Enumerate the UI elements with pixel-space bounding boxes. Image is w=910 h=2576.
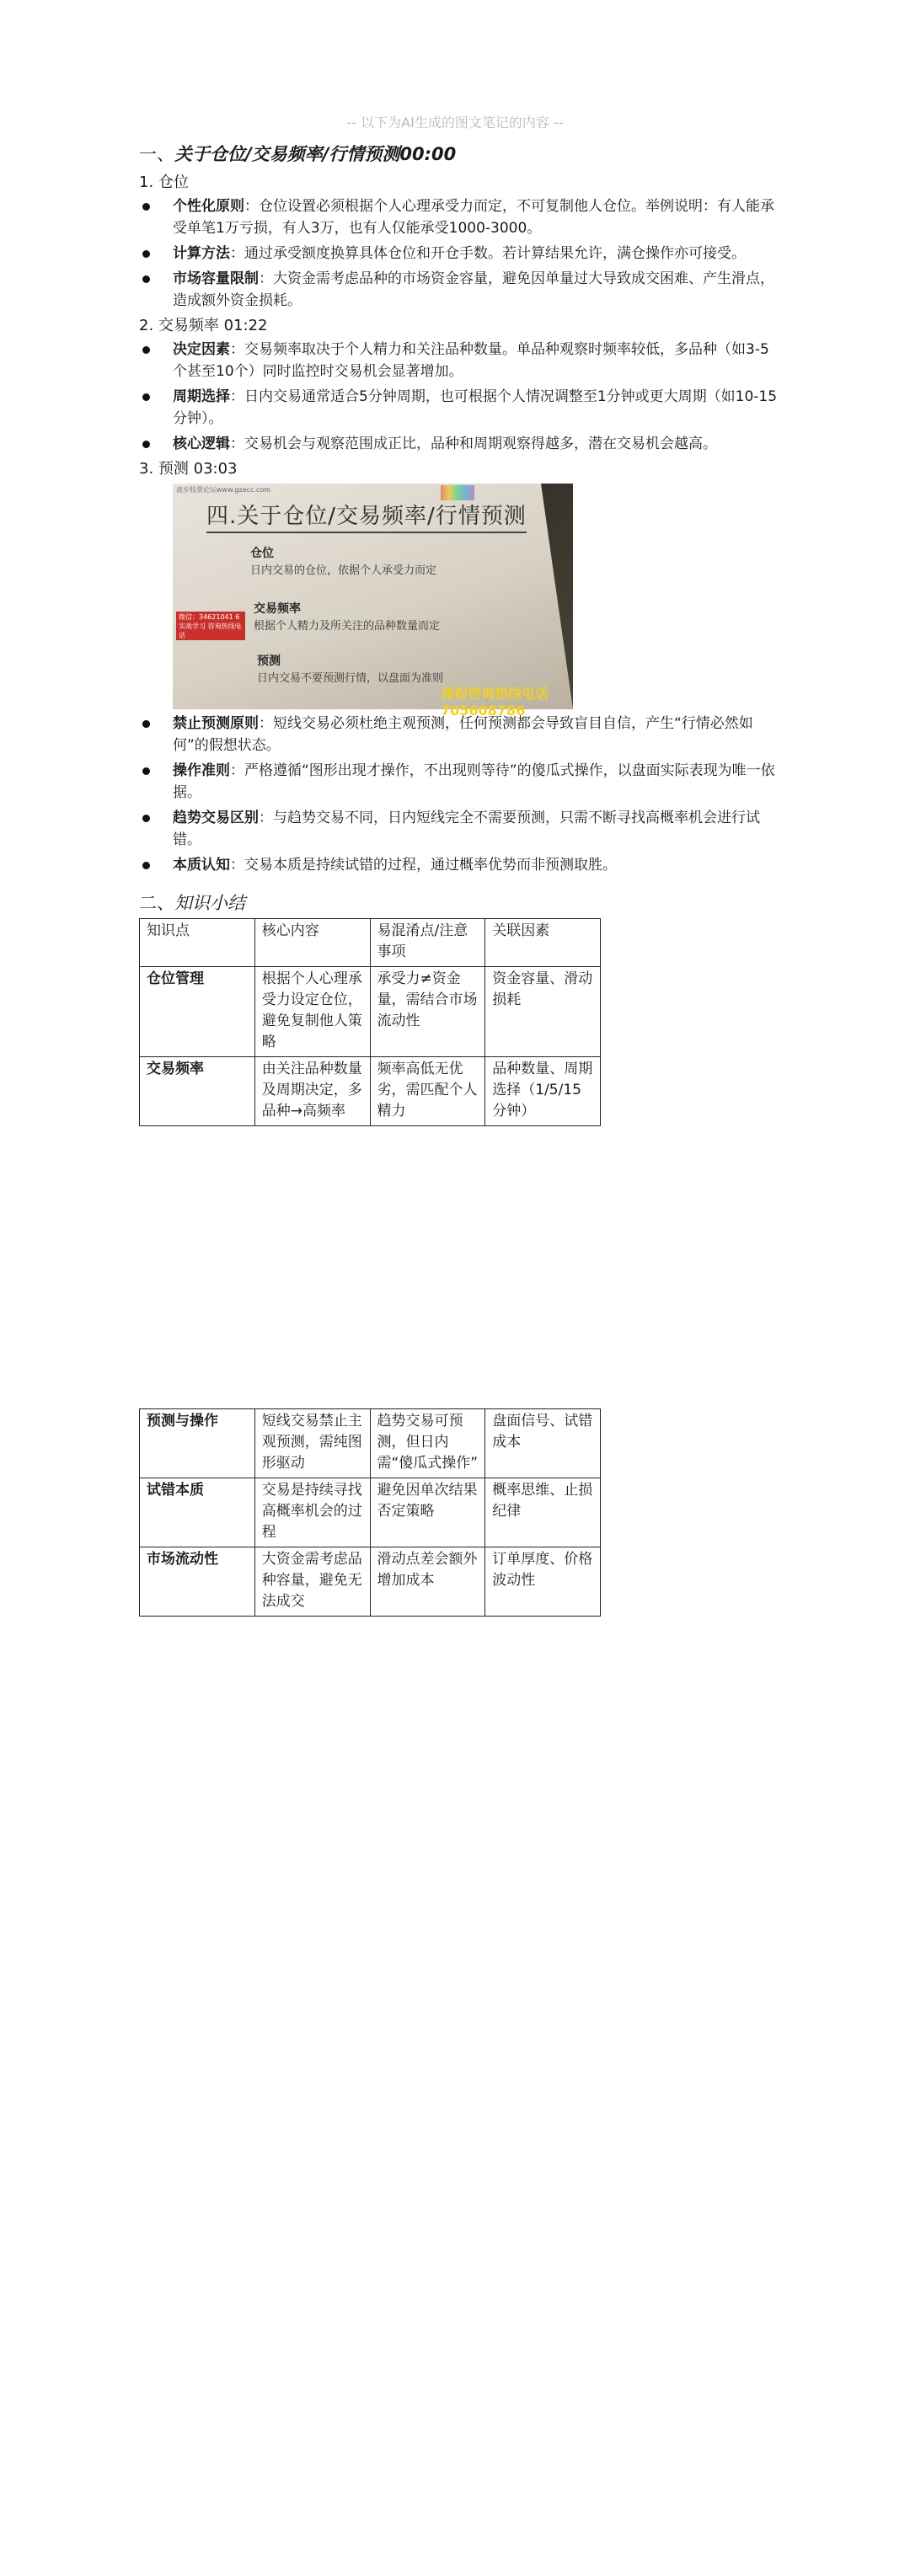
table-cell: 大资金需考虑品种容量，避免无法成交: [254, 1547, 370, 1617]
item-term: 操作准则: [173, 762, 230, 779]
ai-notice: -- 以下为AI生成的图文笔记的内容 --: [346, 115, 564, 131]
slide-line-frequency: 根据个人精力及所关注的品种数量而定: [254, 620, 441, 633]
table-header-cell: 易混淆点/注意事项: [370, 919, 485, 967]
table-header-cell: 核心内容: [254, 919, 370, 967]
item-text: ：大资金需考虑品种的市场资金容量，避免因单量过大导致成交困难、产生滑点，造成额外资金损耗。: [173, 270, 774, 309]
table-cell: 根据个人心理承受力设定仓位，避免复制他人策略: [254, 967, 370, 1057]
list-item: [139, 760, 779, 804]
section2-title: 知识小结: [174, 893, 245, 913]
item-text: ：交易频率取决于个人精力和关注品种数量。单品种观察时频率较低，多品种（如3-5个甚至10个）同时监控时交易机会显著增加。: [173, 341, 769, 380]
sub1-label: 1. 仓位: [139, 174, 189, 191]
table-cell: 频率高低无优劣，需匹配个人精力: [370, 1057, 485, 1126]
table-cell: 滑动点差会额外增加成本: [370, 1547, 485, 1617]
list-item: [139, 807, 779, 851]
section2-heading: [139, 891, 779, 915]
item-term: 决定因素: [173, 341, 230, 358]
summary-table-part2: [139, 1408, 601, 1617]
table-cell: 资金容量、滑动损耗: [485, 967, 601, 1057]
slide-heading-frequency: 交易频率: [254, 602, 301, 616]
item-text: ：短线交易必须杜绝主观预测，任何预测都会导致盲目自信，产生“行情必然如何”的假想状态。: [173, 715, 753, 754]
item-text: ：交易机会与观察范围成正比，品种和周期观察得越多，潜在交易机会越高。: [230, 436, 717, 452]
table-row: [140, 1547, 601, 1617]
table-row: [140, 1478, 601, 1547]
table-row: [140, 1409, 601, 1478]
slide-contact-badge: 微信：34621041 6 实战学习 咨询热线电话: [176, 612, 245, 640]
table-cell: 盘面信号、试错成本: [485, 1409, 601, 1478]
table-row: [140, 1057, 601, 1126]
item-term: 核心逻辑: [173, 436, 230, 452]
table-cell: 承受力≠资金量，需结合市场流动性: [370, 967, 485, 1057]
list-item: [139, 243, 779, 265]
table-header-cell: 关联因素: [485, 919, 601, 967]
sub3-list: [139, 713, 779, 876]
section1-title: 关于仓位/交易频率/行情预测: [174, 144, 400, 164]
slide-phone-caption: 课程咨询热线电话705608786: [441, 686, 549, 719]
item-term: 本质认知: [173, 857, 230, 874]
item-term: 计算方法: [173, 245, 230, 262]
item-text: ：严格遵循“图形出现才操作，不出现则等待”的傻瓜式操作，以盘面实际表现为唯一依据。: [173, 762, 775, 801]
table-cell: 概率思维、止损纪律: [485, 1478, 601, 1547]
item-term: 禁止预测原则: [173, 715, 259, 732]
table-cell: 订单厚度、价格波动性: [485, 1547, 601, 1617]
section1-num: 一、: [139, 144, 174, 164]
item-term: 个性化原则: [173, 198, 244, 215]
table-cell: 短线交易禁止主观预测，需纯图形驱动: [254, 1409, 370, 1478]
item-text: ：通过承受额度换算具体仓位和开仓手数。若计算结果允许，满仓操作亦可接受。: [230, 245, 746, 262]
summary-table-continued: [139, 1408, 601, 1617]
table-cell: 试错本质: [140, 1478, 255, 1547]
item-text: ：仓位设置必须根据个人心理承受力而定，不可复制他人仓位。举例说明：有人能承受单笔1万亏损，有人3万，也有人仅能承受1000-3000。: [173, 198, 774, 237]
table-cell: 预测与操作: [140, 1409, 255, 1478]
slide-heading-position: 仓位: [250, 547, 274, 560]
table-header-row: [140, 919, 601, 967]
item-text: ：与趋势交易不同，日内短线完全不需要预测，只需不断寻找高概率机会进行试错。: [173, 810, 760, 848]
list-item: [139, 195, 779, 239]
table-header-cell: 知识点: [140, 919, 255, 967]
notes-content: [139, 142, 779, 1126]
slide-brand: 波步股票论坛www.gzecc.com: [176, 486, 271, 494]
table-cell: 市场流动性: [140, 1547, 255, 1617]
section1-timestamp: 00:00: [399, 144, 457, 164]
sub3-label: 3. 预测 03:03: [139, 460, 238, 478]
item-text: ：交易本质是持续试错的过程，通过概率优势而非预测取胜。: [230, 857, 617, 874]
slide-title: 四.关于仓位/交易频率/行情预测: [206, 499, 527, 533]
item-term: 市场容量限制: [173, 270, 259, 287]
sub1-list: [139, 195, 779, 312]
summary-table-part1: [139, 918, 601, 1126]
list-item: [139, 433, 779, 455]
list-item: [139, 854, 779, 876]
table-cell: 交易是持续寻找高概率机会的过程: [254, 1478, 370, 1547]
sub2-list: [139, 339, 779, 455]
section1-heading: [139, 142, 779, 167]
table-cell: 仓位管理: [140, 967, 255, 1057]
item-term: 周期选择: [173, 388, 230, 405]
slide-line-prediction: 日内交易不要预测行情，以盘面为准则: [257, 672, 444, 685]
list-item: [139, 386, 779, 430]
item-text: ：日内交易通常适合5分钟周期，也可根据个人情况调整至1分钟或更大周期（如10-15分钟）。: [173, 388, 778, 427]
list-item: [139, 268, 779, 312]
list-item: [139, 713, 779, 756]
slide-line-position: 日内交易的仓位，依据个人承受力而定: [250, 564, 437, 577]
table-cell: 品种数量、周期选择（1/5/15分钟）: [485, 1057, 601, 1126]
video-slide-screenshot: [173, 484, 573, 719]
list-item: [139, 339, 779, 382]
sub2-label: 2. 交易频率 01:22: [139, 317, 268, 334]
item-term: 趋势交易区别: [173, 810, 259, 826]
slide-heading-prediction: 预测: [257, 655, 281, 668]
table-cell: 避免因单次结果否定策略: [370, 1478, 485, 1547]
table-cell: 由关注品种数量及周期决定，多品种→高频率: [254, 1057, 370, 1126]
table-row: [140, 967, 601, 1057]
section2-num: 二、: [139, 893, 174, 913]
table-cell: 交易频率: [140, 1057, 255, 1126]
table-cell: 趋势交易可预测，但日内需“傻瓜式操作”: [370, 1409, 485, 1478]
